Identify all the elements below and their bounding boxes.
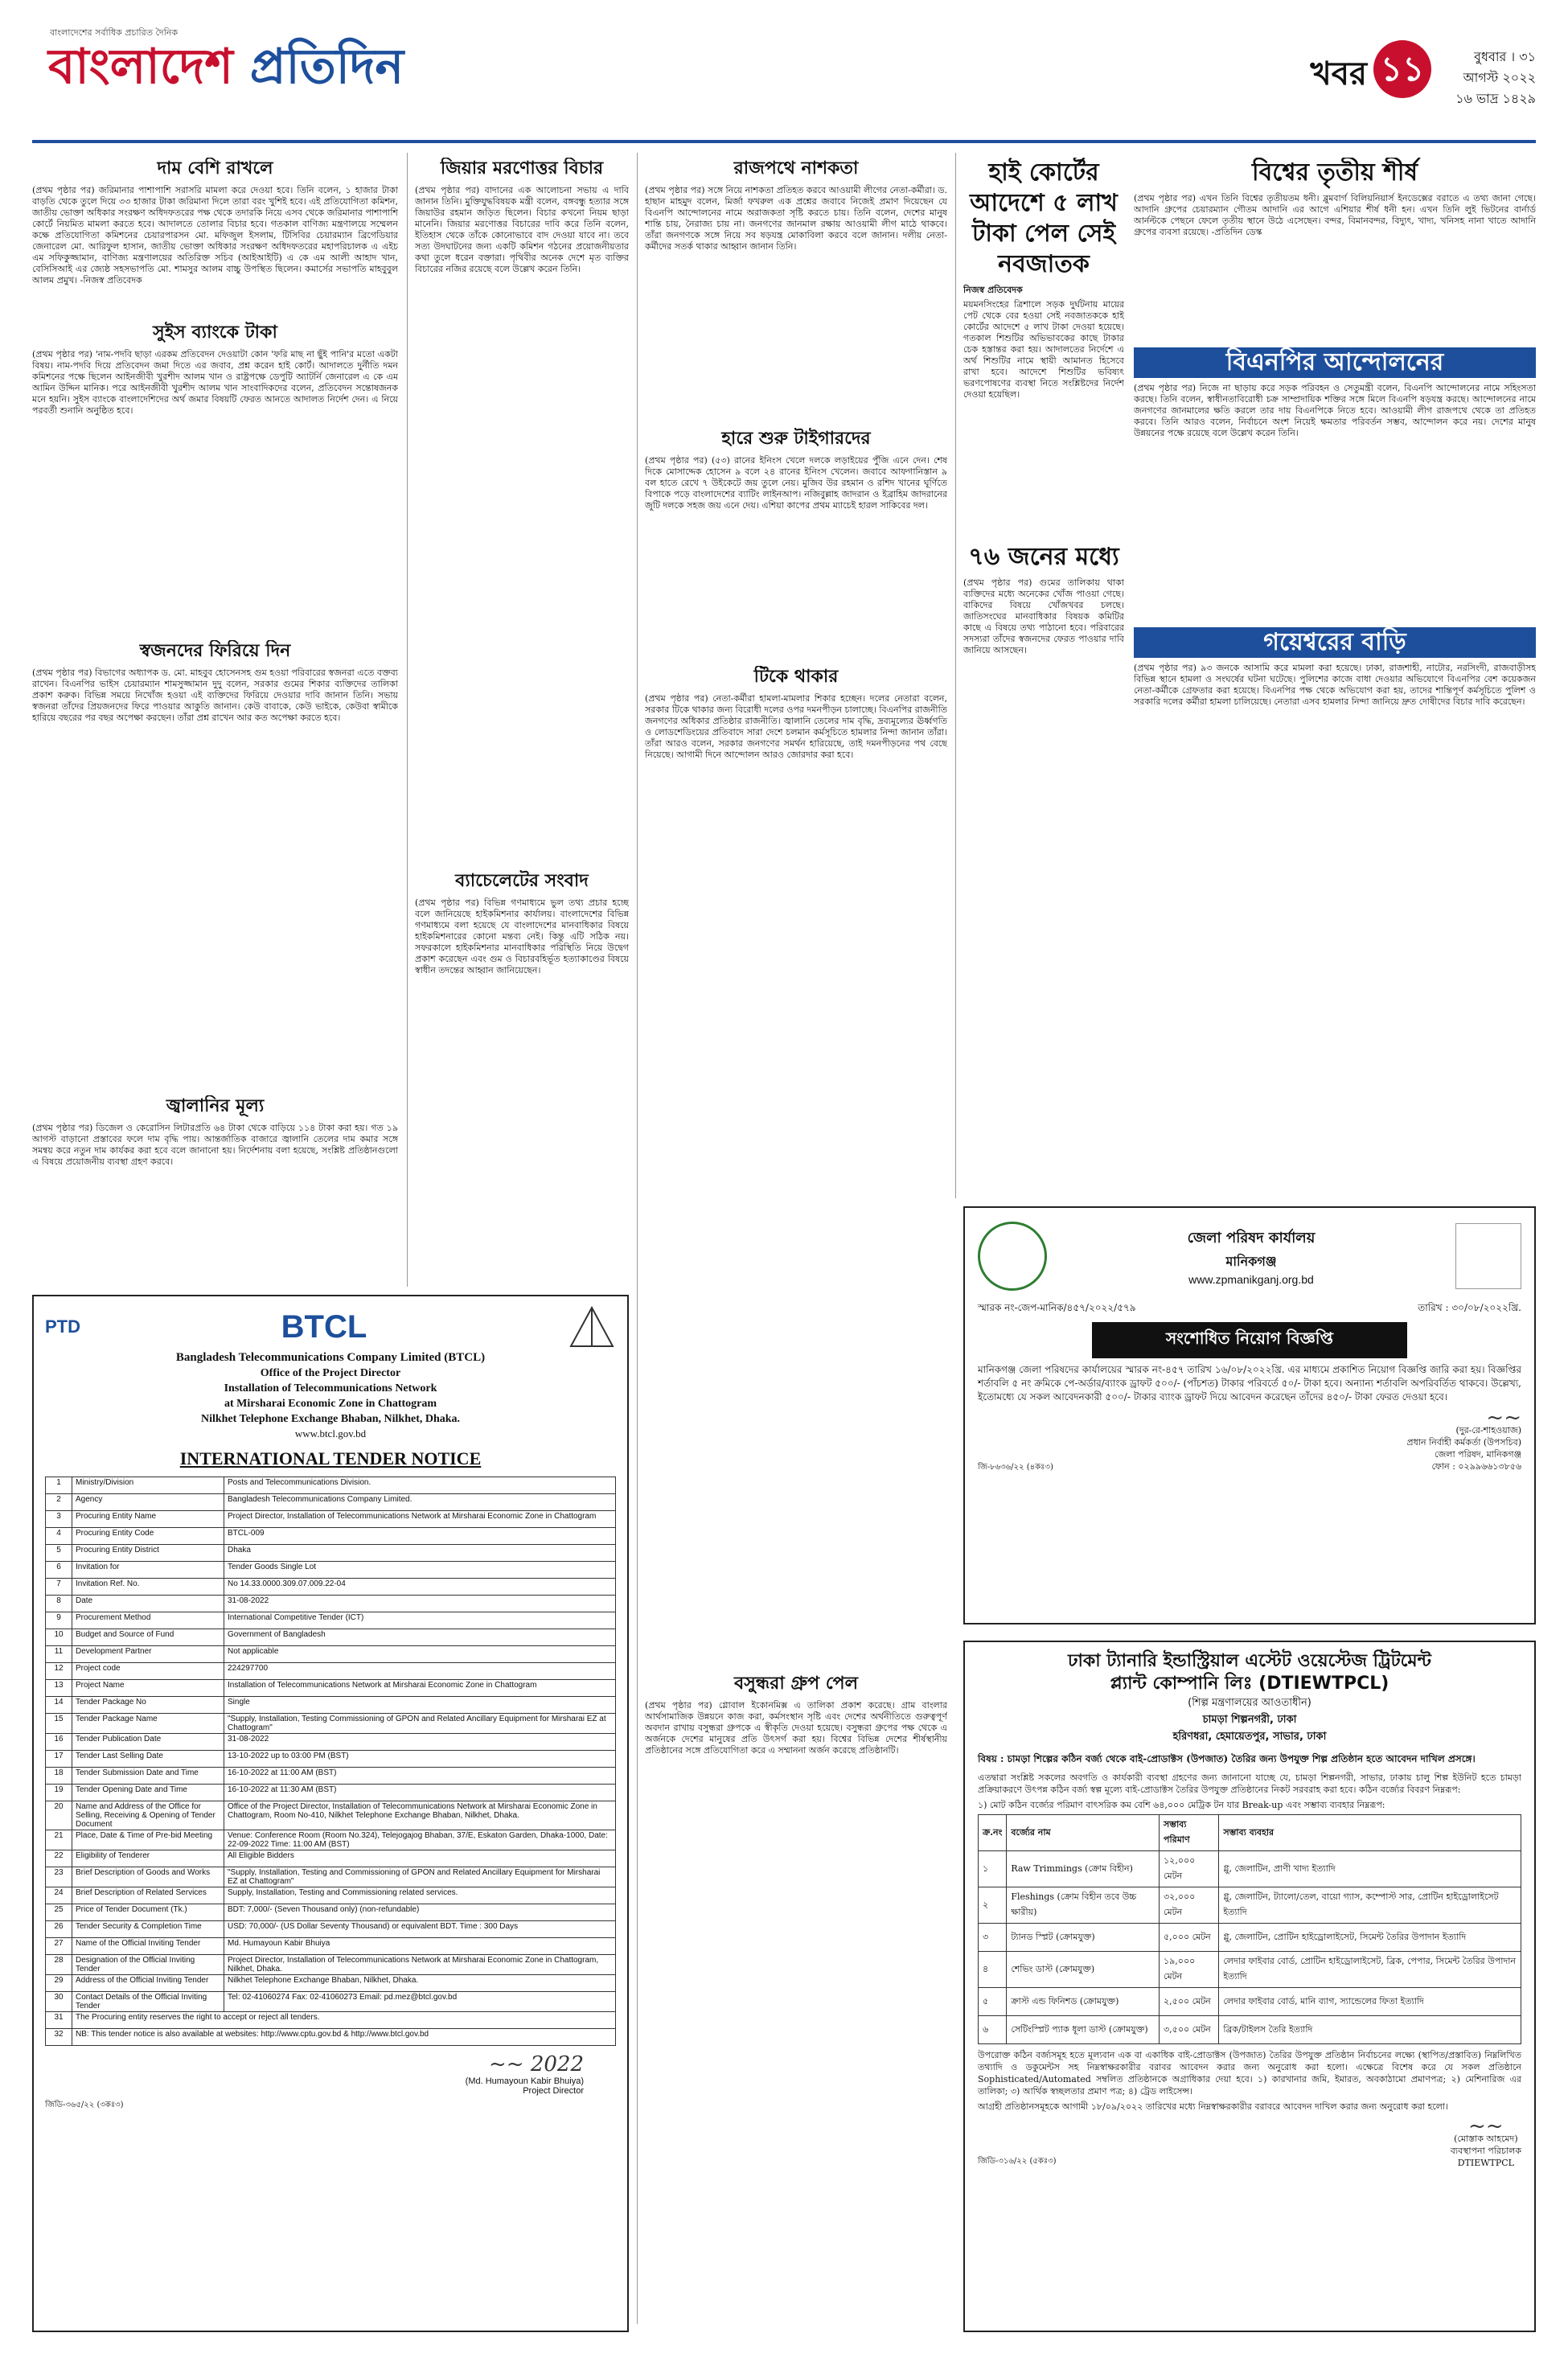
article-body: (প্রথম পৃষ্ঠার পর) সঙ্গে নিয়ে নাশকতা প্রতিহত করবে আওয়ামী লীগের নেতা-কর্মীরা। ড. হাছান মাহমুদ বলেন, মির্জা ফখরুল এক প্রশ্নের জবাবে নিজেই প্রমাণ দিয়েছেন যে বিএনপি আন্দোলনের নামে অরাজকতা সৃষ্টি করতে চায়। তিনি বলেন, দেশের মানুষ শান্তি চায়, নৈরাজ্য চায় না। জনগণের জানমাল রক্ষায় আওয়ামী লীগ মাঠে থাকবে। তাঁরা জনগণকে সঙ্গে নিয়ে সব ষড়যন্ত্র মোকাবিলা করবে বলে জানান। দলীয় নেতা-কর্মীদের সতর্ক থাকার আহ্বান জানান তিনি। [645,185,947,252]
article-body: (প্রথম পৃষ্ঠার পর) জরিমানার পাশাপাশি সরাসরি মামলা করে দেওয়া হবে। তিনি বলেন, ১ হাজার টাকা বাড়তি থেকে তুলে দিয়ে ৩৩ হাজার টাকা জরিমানা দিলে তারা বরং খুশিই হবে। এই প্রতিযোগিতা কমিশন, জাতীয় ভোক্তা অধিকার সংরক্ষণ অধিদফতরের পক্ষ থেকে তদারকি নিয়ে এসব থেকে জরিমানার পাশাপাশি কোর্টে নিয়মিত মামলা করতে হবে। আদালতে তোলার বিচার হবে। গতকাল বাণিজ্য মন্ত্রণালয়ে সম্মেলন কক্ষে প্রতিযোগিতা কমিশনের চেয়ারপারসন মো. মফিজুল ইসলাম, টিসিবির চেয়ারম্যান ব্রিগেডিয়ার জেনারেল মো. আরিফুল হাসান, জাতীয় ভোক্তা অধিকার সংরক্ষণ অধিদফতরের মহাপরিচালক এ এইচ এম সফিকুজ্জামান, বাণিজ্য মন্ত্রণালয়ের অতিরিক্ত সচিব (আইআইটি) এ কে এম আলী আহাদ খান, বেসিসিআই এর জ্যেষ্ঠ সহসভাপতি মো. শামসুর আলম বাচ্চু উপস্থিত ছিলেন। কমার্সের সভাপতি মাহবুবুল আলম প্রমুখ। -নিজস্ব প্রতিবেদক [32,185,398,285]
tender-row-number: 17 [46,1751,72,1768]
btcl-signer-title: Project Director [523,2086,584,2096]
tender-row-number: 9 [46,1612,72,1629]
tannery-deadline: আগ্রহী প্রতিষ্ঠানসমূহকে আগামী ১৮/০৯/২০২২ তারিখের মধ্যে নিম্নস্বাক্ষরকারীর বরাবরে আবেদন দাখিল করার জন্য অনুরোধ করা হলো। [978,2101,1448,2112]
article-body: (প্রথম পৃষ্ঠার পর) নিজে না ছাড়ায় করে সড়ক পরিবহন ও সেতুমন্ত্রী বলেন, বিএনপি আন্দোলনের নামে সহিংসতা করছে। তিনি বলেন, স্বাধীনতাবিরোধী চক্র সাম্প্রদায়িক শক্তির সঙ্গে মিলে বিএনপি ষড়যন্ত্র করছে। আন্দোলনের নামে জনগণের জানমালের ক্ষতি করলে তার দায় বিএনপিকে নিতে হবে। আওয়ামী লীগ রাজপথে থেকে তা প্রতিহত করবে। তিনি আরও বলেন, নির্বাচনে অংশ নিয়েই ক্ষমতার পরিবর্তন সম্ভব, আন্দোলন করে নয়। দেশের মানুষ উন্নয়নের পক্ষে রয়েছে বলে উল্লেখ করেন তিনি। [1134,383,1536,438]
zp-website: www.zpmanikganj.org.bd [1188,1273,1314,1286]
btcl-tender-ad [32,1295,629,2332]
waste-cell: লেদার ফাইবার বোর্ড, প্রোটিন হাইড্রোলাইসেট, ব্রিক, পেপার, সিমেন্ট তৈরির উপাদান ইত্যাদি [1219,1952,1521,1988]
btcl-office: Office of the Project Director [260,1367,401,1379]
tender-row [46,1714,616,1734]
tender-row-number: 12 [46,1663,72,1680]
tender-row-value: Md. Humayoun Kabir Bhuiya [224,1938,616,1955]
waste-cell: Fleshings (ক্রোম বিহীন তবে উচ্চ ক্ষারীয়) [1007,1887,1160,1924]
tender-row-value: BTCL-009 [224,1528,616,1545]
waste-cell: গ্লু, জেলাটিন, প্রোটিন হাইড্রোলাইসেট, সিমেন্ট তৈরির উপাদান ইত্যাদি [1219,1924,1521,1952]
btcl-project: Installation of Telecommunications Network [224,1382,437,1394]
headline: সুইস ব্যাংকে টাকা [153,322,277,343]
zp-signer-title: প্রধান নির্বাহী কর্মকর্তা (উপসচিব) [1406,1437,1521,1448]
tender-row-value: Tender Goods Single Lot [224,1562,616,1579]
article-body: (প্রথম পৃষ্ঠার পর) নেতা-কর্মীরা হামলা-মামলার শিকার হচ্ছেন। দলের নেতারা বলেন, সরকার টিকে থাকার জন্য বিরোধী দলের ওপর দমনপীড়ন চালাচ্ছে। বিএনপির রাজনীতি জনগণের অধিকার প্রতিষ্ঠার রাজনীতি। জ্বালানি তেলের দাম বৃদ্ধি, দ্রব্যমূল্যের ঊর্ধ্বগতি ও লোডশেডিংয়ের প্রতিবাদে সারা দেশে চলমান কর্মসূচিতে হামলার নিন্দা জানান তাঁরা। তাঁরা আরও বলেন, সরকার জনগণের সমর্থন হারিয়েছে, তাই দমনপীড়নের পথ বেছে নিয়েছে। আগামী দিনে আন্দোলন আরও জোরদার করা হবে। [645,693,947,760]
tender-row-label: Tender Submission Date and Time [72,1768,224,1785]
waste-cell: লেদার ফাইবার বোর্ড, মানি ব্যাগ, স্যান্ডেলের ফিতা ইত্যাদি [1219,1988,1521,2016]
article-seventysix [963,542,1124,872]
zp-district: মানিকগঞ্জ [1225,1254,1277,1269]
tender-row [46,1801,616,1830]
waste-cell: ক্রাস্ট এন্ড ফিনিশড (ক্রোমযুক্ত) [1007,1988,1160,2016]
waste-cell: শেভিং ডাস্ট (ক্রোমযুক্ত) [1007,1952,1160,1988]
article-body: (প্রথম পৃষ্ঠার পর) গুমের তালিকায় থাকা ব্যক্তিদের মধ্যে অনেকের খোঁজ পাওয়া গেছে। বাকিদের বিষয়ে খোঁজখবর চলছে। জাতিসংঘের মানবাধিকার বিষয়ক কমিটির কাছে এ বিষয়ে তথ্য পাঠানো হবে। পরিবারের সদস্যরা তাঁদের স্বজনদের ফেরত পাওয়ার দাবি জানিয়ে আসছেন। [963,577,1124,655]
zp-memo: স্মারক নং-জেপ-মানিক/৪৫৭/২০২২/৫৭৯ [978,1302,1136,1313]
tender-row [46,1955,616,1975]
zp-signer: (দুর-রে-শাহওয়াজ) [1455,1425,1521,1435]
tender-row-label: Procuring Entity Name [72,1511,224,1528]
btcl-website: www.btcl.gov.bd [294,1427,367,1440]
tender-row-label: Place, Date & Time of Pre-bid Meeting [72,1830,224,1850]
tannery-sub-2: চামড়া শিল্পনগরী, ঢাকা [1202,1714,1297,1726]
tender-row-label: Tender Opening Date and Time [72,1785,224,1801]
waste-col-header: সম্ভাব্য পরিমাণ [1160,1815,1219,1851]
article-basundhara [645,1673,947,2324]
tannery-title-2: প্ল্যান্ট কোম্পানি লিঃ (DTIEWTPCL) [1110,1674,1389,1694]
tender-row-number: 27 [46,1938,72,1955]
tender-row-value: 31-08-2022 [224,1596,616,1612]
tender-row-label: Agency [72,1494,224,1511]
headline: বসুন্ধরা গ্রুপ পেল [734,1674,858,1694]
tender-row-number: 2 [46,1494,72,1511]
tender-row [46,1494,616,1511]
zp-date: তারিখ : ৩০/০৮/২০২২খ্রি. [1418,1302,1521,1313]
zp-body: মানিকগঞ্জ জেলা পরিষদের কার্যালয়ের স্মারক নং-৪৫৭ তারিখ ১৬/০৮/২০২২খ্রি. এর মাধ্যমে প্রকাশিত নিয়োগ বিজ্ঞপ্তি জারি করা হয়। বিজ্ঞপ্তির শর্তাবলি ৫ নং ক্রমিকে পে-অর্ডার/ব্যাংক ড্রাফট ৫০০/- (পাঁচশত) টাকার পরিবর্তে ৫০/- টাকা হবে। অন্যান্য শর্তাবলি অপরিবর্তিত থাকবে। উল্লেখ্য, ইতোমধ্যে যে সকল আবেদনকারী ৫০০/- টাকার ব্যাংক ড্রাফট দিয়ে আবেদন করেছেন তাঁদের ৪৫০/- টাকা ফেরত দেওয়া হবে। [978,1364,1521,1403]
tender-row [46,1904,616,1921]
headline: ৭৬ জনের মধ্যে [968,543,1119,571]
tender-row [46,1785,616,1801]
btcl-location: at Mirsharai Economic Zone in Chattogram [224,1398,437,1410]
waste-cell: ১ [979,1851,1007,1887]
waste-cell: ৪ [979,1952,1007,1988]
tender-row [46,1477,616,1494]
signature-image: ~~ [1468,2114,1504,2138]
tender-row [46,1975,616,1992]
waste-row [979,1988,1521,2016]
tender-row-label: Project Name [72,1680,224,1697]
tender-row-label: Procuring Entity District [72,1545,224,1562]
article-body: (প্রথম পৃষ্ঠার পর) বিভিন্ন গণমাধ্যমে ভুল তথ্য প্রচার হচ্ছে বলে জানিয়েছে হাইকমিশনার কার্যালয়। বাংলাদেশের বিভিন্ন গণমাধ্যমে বলা হয়েছে যে বাংলাদেশের মানবাধিকার বিষয়ে হাইকমিশনারের কোনো মন্তব্য নেই। কিন্তু এটি সঠিক নয়। সফরকালে হাইকমিশনার মানবাধিকার পরিস্থিতি নিয়ে উদ্বেগ প্রকাশ করেছেন এবং গুম ও বিচারবহির্ভূত হত্যাকাণ্ডের বিষয়ে স্বাধীন তদন্তের আহ্বান জানিয়েছেন। [415,897,629,975]
column-divider [637,153,638,2324]
tender-row-number: 22 [46,1850,72,1867]
tender-row-label: Project code [72,1663,224,1680]
tender-row-label: Tender Last Selling Date [72,1751,224,1768]
tender-row-label: Ministry/Division [72,1477,224,1494]
tender-row-label: Eligibility of Tenderer [72,1850,224,1867]
date-gregorian: বুধবার । ৩১ আগস্ট ২০২২ [1463,49,1536,85]
logo-part-2: প্রতিদিন [232,39,404,95]
article-jwalani [32,1095,398,1288]
tender-row-label: Tender Package No [72,1697,224,1714]
waste-col-header: বর্জ্যের নাম [1007,1815,1160,1851]
article-body: (প্রথম পৃষ্ঠার পর) ডিজেল ও কেরোসিন লিটারপ্রতি ৬৪ টাকা থেকে বাড়িয়ে ১১৪ টাকা করা হয়। গত ১৯ আগস্ট বাড়ানো প্রস্তাবের ফলে দাম বৃদ্ধি পায়। আন্তর্জাতিক বাজারে জ্বালানি তেলের দাম কমার সঙ্গে সমন্বয় করে নতুন দাম কার্যকর করা হবে বলে জানানো হয়। নির্দেশনায় বলা হয়েছে, সংশ্লিষ্ট প্রতিষ্ঠানগুলো এ বিষয়ে প্রয়োজনীয় ব্যবস্থা গ্রহণ করবে। [32,1123,398,1167]
date-bangla: ১৬ ভাদ্র ১৪২৯ [1455,91,1536,106]
masthead [32,11,1536,132]
article-rajpath [645,158,947,423]
tender-row-number: 21 [46,1830,72,1850]
btcl-logo: BTCL [281,1308,367,1345]
gd-reference: জিডি-৩১৬/২২ (৫কঃ৩) [978,2157,1057,2166]
article-bishwa [1134,158,1536,343]
tender-row [46,1545,616,1562]
tender-row-value: Nilkhet Telephone Exchange Bhaban, Nilkhet, Dhaka. [224,1975,616,1992]
tender-row-label: The Procuring entity reserves the right to accept or reject all tenders. [72,2012,616,2029]
waste-row [979,1924,1521,1952]
tannery-title-1: ঢাকা ট্যানারি ইন্ডাস্ট্রিয়াল এস্টেট ওয়েস্টেজ ট্রিটমেন্ট [1068,1651,1431,1671]
tender-row-number: 16 [46,1734,72,1751]
waste-cell: ২ [979,1887,1007,1924]
tender-row-value: Bangladesh Telecommunications Company Limited. [224,1494,616,1511]
article-body: (প্রথম পৃষ্ঠার পর) এখন তিনি বিশ্বের তৃতীয়তম ধনী। ব্লুমবার্গ বিলিয়নিয়ার্স ইনডেক্সের বরাতে এ তথ্য জানা গেছে। আদানি গ্রুপের চেয়ারম্যান গৌতম আদানি এর আগে এশিয়ার শীর্ষ ধনী হন। এখন তিনি লুই ভিটনের বার্নার্ড আর্নল্টকে পেছনে ফেলে তৃতীয় স্থানে উঠে এসেছেন। বন্দর, বিমানবন্দর, বিদ্যুৎ, খাদ্য, খনিসহ নানা খাতে আদানি গ্রুপের ব্যবসা রয়েছে। -প্রতিদিন ডেস্ক [1134,193,1536,237]
portrait-image [1455,1223,1521,1289]
tender-row-label: Brief Description of Related Services [72,1887,224,1904]
page-number-badge: ১১ [1373,40,1431,98]
tender-row-label: Invitation Ref. No. [72,1579,224,1596]
waste-row [979,1952,1521,1988]
waste-cell: ট্যানড স্প্লিট (ক্রোমযুক্ত) [1007,1924,1160,1952]
headline: ব্যাচেলেটের সংবাদ [455,871,589,891]
tender-row-number: 15 [46,1714,72,1734]
waste-cell: গ্লু, জেলাটিন, প্রাণী খাদ্য ইত্যাদি [1219,1851,1521,1887]
tender-row-value: Project Director, Installation of Telecommunications Network at Mirsharai Economic Zone in Chattogram, Nilkhet, Dhaka. [224,1955,616,1975]
tender-row-label: Procuring Entity Code [72,1528,224,1545]
article-bnp [1134,347,1536,621]
article-body: (প্রথম পৃষ্ঠার পর) (৫৩) রানের ইনিংস খেলে দলকে লড়াইয়ের পুঁজি এনে দেন। শেষ দিকে মোসাদ্দেক হোসেন ৯ বলে ২৪ রানের ইনিংস খেলেন। জবাবে আফগানিস্তান ৯ বল হাতে রেখে ৭ উইকেটে জয় তুলে নেয়। মুজিব উর রহমান ও রশিদ খানের ঘূর্ণিতে বিপাকে পড়ে বাংলাদেশের ব্যাটিং লাইনআপ। নজিবুল্লাহ জাদরান ও ইব্রাহিম জাদরানের জুটি দলকে সহজ জয় এনে দেয়। এশিয়া কাপের প্রথম ম্যাচেই হারল সাকিবের দল। [645,455,947,511]
article-bachelet [415,870,629,1288]
logo-part-1: বাংলাদেশ [48,39,233,95]
tender-row-number: 14 [46,1697,72,1714]
tender-row-value: Project Director, Installation of Telecommunications Network at Mirsharai Economic Zone in Chattogram [224,1511,616,1528]
headline: জিয়ার মরণোত্তর বিচার [440,158,604,179]
tender-row [46,1768,616,1785]
tender-row [46,1680,616,1697]
tender-row-number: 19 [46,1785,72,1801]
tender-row [46,1887,616,1904]
tender-row [46,1562,616,1579]
column-divider [407,153,408,1287]
tender-row [46,2029,616,2046]
ptd-logo: PTD [45,1316,80,1337]
tender-row [46,1511,616,1528]
tender-row-value: BDT: 7,000/- (Seven Thousand only) (non-refundable) [224,1904,616,1921]
tender-row-value: Venue: Conference Room (Room No.324), Telejogajog Bhaban, 37/E, Eskaton Garden, Dhaka-1000, Date: 22-09-2022 Time: 11:00 AM (BST) [224,1830,616,1850]
waste-col-header: সম্ভাব্য ব্যবহার [1219,1815,1521,1851]
article-swiss [32,322,398,635]
tender-row-value: Supply, Installation, Testing and Commissioning related services. [224,1887,616,1904]
article-body: (প্রথম পৃষ্ঠার পর) 'নাম-পদবি ছাড়া এরকম প্রতিবেদন দেওয়াটা কোন 'ফরি মাছ না ছুঁই পানি'র মতো একটা বিষয়। নাম-পদবি দিয়ে প্রতিবেদন জমা দিতে এর জবাব, প্রশ্ন করেন হাই কোর্ট। আদালতে দুর্নীতি দমন কমিশনের পক্ষে ছিলেন আইনজীবী খুরশীদ আলম খান ও রাষ্ট্রপক্ষে ডেপুটি অ্যাটর্নি জেনারেল এ কে এম আমিন উদ্দিন মানিক। পরে আইনজীবী খুরশীদ আলম খান সাংবাদিকদের বলেন, প্রতিবেদন সন্তোষজনক মনে হয়নি। সুইস ব্যাংকে বাংলাদেশিদের অর্থ জমার বিষয়টি ফেরত আনতে আদালত নির্দেশ দেন। এ নিয়ে পরবর্তী শুনানি অনুষ্ঠিত হবে। [32,349,398,416]
waste-row [979,1887,1521,1924]
tender-row-value: Government of Bangladesh [224,1629,616,1646]
tender-row [46,1921,616,1938]
tannery-signer-title: ব্যবস্থাপনা পরিচালক [1450,2146,1521,2156]
waste-row [979,2016,1521,2044]
tender-row-number: 32 [46,2029,72,2046]
tender-row-value: Not applicable [224,1646,616,1663]
tender-row [46,1830,616,1850]
waste-col-header: ক্র.নং [979,1815,1007,1851]
tender-row-value: International Competitive Tender (ICT) [224,1612,616,1629]
date-block [1436,47,1536,109]
headline: দাম বেশি রাখলে [157,158,273,179]
tender-row-label: Designation of the Official Inviting Tender [72,1955,224,1975]
zila-parishad-ad [963,1206,1536,1624]
tender-row-label: Development Partner [72,1646,224,1663]
tannery-intro: এতদ্বারা সংশ্লিষ্ট সকলের অবগতি ও কার্যকারী ব্যবস্থা গ্রহণের জন্য জানানো যাচ্ছে যে, চামড়া শিল্পনগরী, সাভার, ঢাকায় চালু শিল্প ইউনিট হতে চামড়া প্রক্রিয়াকরণে উৎপন্ন কঠিন বর্জ্য স্বল্প মূল্যে বাই-প্রোডাক্টস তৈরির উপযুক্ত প্রতিষ্ঠানের নিকট সরবরাহ করা হবে। কঠিন বর্জ্যের বিবরণ নিম্নরূপ: [978,1772,1521,1795]
tender-row [46,1867,616,1887]
tender-row [46,1579,616,1596]
tender-row-value: Dhaka [224,1545,616,1562]
tender-row-label: Price of Tender Document (Tk.) [72,1904,224,1921]
tender-notice-title: INTERNATIONAL TENDER NOTICE [179,1448,482,1468]
waste-row [979,1851,1521,1887]
mujib-logo [978,1222,1047,1291]
tender-row [46,1596,616,1612]
tender-row-number: 28 [46,1955,72,1975]
tender-row-label: Date [72,1596,224,1612]
signature-image: ~~ [1486,1406,1521,1430]
waste-cell: ৩,৫০০ মেটন [1160,2016,1219,2044]
tannery-signer-org: DTIEWTPCL [1457,2158,1514,2168]
tender-row-label: Invitation for [72,1562,224,1579]
tannery-outro: উপরোক্ত কঠিন বর্জ্যসমূহ হতে মূল্যবান এক বা একাধিক বাই-প্রোডাক্টস (উপজাত) তৈরির উপযুক্ত প্রতিষ্ঠান নির্বাচনের লক্ষ্যে (স্থাপিত/প্রস্তাবিত) নিম্নলিখিত তথ্যাদি ও ডকুমেন্টস সহ নিম্নস্বাক্ষরকারীর বরাবর আবেদন করার জন্য অনুরোধ করা হলো। এক্ষেত্রে বিশেষ করে যে সকল প্রতিষ্ঠানে Sophisticated/Automated সম্বলিত প্রতিষ্ঠানকে অগ্রাধিকার দেয়া হবে। ১) কারখানার জমি, ইমারত, অবকাঠামো প্রমাণপত্র; ২) মেশিনারিজ এর তালিকা; ৩) আর্থিক স্বচ্ছলতার প্রমাণ পত্র; ৪) ট্রেড লাইসেন্স। [978,2050,1521,2097]
monument-icon [568,1304,616,1349]
tender-row [46,1663,616,1680]
headline: জ্বালানির মূল্য [166,1096,265,1116]
tender-row-value: Tel: 02-41060274 Fax: 02-41060273 Email: pd.mez@btcl.gov.bd [224,1992,616,2012]
tender-row-value: All Eligible Bidders [224,1850,616,1867]
tender-row-number: 18 [46,1768,72,1785]
tender-row-value: Office of the Project Director, Installation of Telecommunications Network at Mirsharai Economic Zone in Chattogram, Room No-410, Nilkhet Telephone Exchange Bhaban, Nilkhet, Dhaka. [224,1801,616,1830]
gd-reference: জিডি-৩৬৫/২২ (৩কঃ৩) [45,2101,124,2109]
tender-row-label: Name and Address of the Office for Selling, Receiving & Opening of Tender Document [72,1801,224,1830]
tender-row-label: Tender Security & Completion Time [72,1921,224,1938]
tender-row-number: 26 [46,1921,72,1938]
tender-row-label: Address of the Official Inviting Tender [72,1975,224,1992]
tender-row-number: 13 [46,1680,72,1697]
tender-row-number: 11 [46,1646,72,1663]
tender-row-number: 7 [46,1579,72,1596]
zp-signer-office: জেলা পরিষদ, মানিকগঞ্জ [1434,1449,1521,1460]
tender-row [46,2012,616,2029]
article-swajan [32,640,398,1090]
tender-row-value: Posts and Telecommunications Division. [224,1477,616,1494]
tender-row-value: Single [224,1697,616,1714]
newspaper-logo [48,39,404,95]
tender-row [46,1938,616,1955]
article-body: (প্রথম পৃষ্ঠার পর) ৯৩ জনকে আসামি করে মামলা করা হয়েছে। ঢাকা, রাজশাহী, নাটোর, নরসিংদী, রাজবাড়ীসহ বিভিন্ন স্থানে হামলা ও সংঘর্ষের ঘটনা ঘটেছে। পুলিশের কাজে বাধা দেওয়ার অভিযোগে বিএনপির বেশ কয়েকজন নেতা-কর্মীকে গ্রেফতার করা হয়েছে। বিএনপির পক্ষ থেকে অভিযোগ করা হয়, তাদের শান্তিপূর্ণ কর্মসূচিতে পুলিশ ও সরকারি দলের কর্মীরা হামলা চালিয়েছে। নেতারা এসব হামলার নিন্দা জানিয়ে দ্রুত দোষীদের বিচার দাবি করেছেন। [1134,663,1536,707]
tender-row [46,1734,616,1751]
tender-row-value: 224297700 [224,1663,616,1680]
waste-cell: গ্লু, জেলাটিন, ট্যালো/তেল, বায়ো গ্যাস, কম্পোস্ট সার, প্রোটিন হাইড্রোলাইসেট ইত্যাদি [1219,1887,1521,1924]
tender-row-value: No 14.33.0000.309.07.009.22-04 [224,1579,616,1596]
tender-table [45,1477,616,2046]
headline: বিএনপির আন্দোলনের [1134,347,1536,378]
tender-row [46,1992,616,2012]
tender-row-number: 4 [46,1528,72,1545]
section-name: খবর [1310,55,1367,92]
waste-cell: Raw Trimmings (ক্রোম বিহীন) [1007,1851,1160,1887]
article-body: (প্রথম পৃষ্ঠার পর) বাদানের এক আলোচনা সভায় এ দাবি জানান তিনি। মুক্তিযুদ্ধবিষয়ক মন্ত্রী বলেন, বঙ্গবন্ধু হত্যার সঙ্গে জিয়াউর রহমান জড়িত ছিলেন। বিচার কখনো নিয়ম ছাড়া মানেনি। জিয়ার মরণোত্তর বিচারের দাবি করে তিনি বলেন, ইতিহাস থেকে তাঁকে কোনোভাবে বাদ দেওয়া যাবে না। তবে সত্য উদঘাটনের জন্য একটি কমিশন গঠনের প্রয়োজনীয়তার কথা তুলে ধরেন বক্তারা। পৃথিবীর অনেক দেশে মৃত ব্যক্তির বিচারের নজির রয়েছে বলে উল্লেখ করেন তিনি। [415,185,629,274]
headline: গয়েশ্বরের বাড়ি [1134,627,1536,658]
tannery-table-intro: ১) মোট কঠিন বর্জ্যের পরিমাণ বাৎসরিক কম বেশি ৬৪,০০০ মেট্রিক টন যার Break-up এবং সম্ভাব্য ব্যবহার নিম্নরূপ: [978,1800,1385,1810]
tender-row [46,1629,616,1646]
article-hare [645,428,947,661]
btcl-signer: (Md. Humayoun Kabir Bhuiya) [465,2076,584,2086]
tender-row-value: 16-10-2022 at 11:00 AM (BST) [224,1768,616,1785]
article-jiar [415,158,629,865]
tender-row-value: Installation of Telecommunications Network at Mirsharai Economic Zone in Chattogram [224,1680,616,1697]
waste-cell: ২,৫০০ মেটন [1160,1988,1219,2016]
waste-cell: ৫ [979,1988,1007,2016]
tender-row [46,1646,616,1663]
tender-row-number: 20 [46,1801,72,1830]
article-body: ময়মনসিংহের ত্রিশালে সড়ক দুর্ঘটনায় মায়ের পেট থেকে বের হওয়া সেই নবজাতককে হাই কোর্টের আদেশে ৫ লাখ টাকা দেওয়া হয়েছে। গতকাল শিশুটির অভিভাবকের কাছে টাকার চেক হস্তান্তর করা হয়। আদালতের নির্দেশে এ অর্থ শিশুটির নামে স্থায়ী আমানত হিসেবে রাখা হবে। আদেশে শিশুটির ভবিষ্যৎ ভরণপোষণের ব্যবস্থা নিতে সংশ্লিষ্টদের নির্দেশ দেওয়া হয়েছিল। [963,299,1124,400]
tender-row-label: Name of the Official Inviting Tender [72,1938,224,1955]
waste-cell: ১৯,০০০ মেটন [1160,1952,1219,1988]
headline: টিকে থাকার [753,667,839,687]
tender-row-value: 31-08-2022 [224,1734,616,1751]
zp-phone: ফোন : ০২৯৯৬৬১৩৮৫৬ [1431,1461,1521,1472]
waste-cell: ব্রিক/টাইলস তৈরি ইত্যাদি [1219,2016,1521,2044]
byline: নিজস্ব প্রতিবেদক [963,285,1023,295]
tender-row-label: Budget and Source of Fund [72,1629,224,1646]
btcl-address: Nilkhet Telephone Exchange Bhaban, Nilkhet, Dhaka. [200,1413,461,1425]
btcl-company: Bangladesh Telecommunications Company Limited (BTCL) [175,1351,486,1364]
tender-row [46,1850,616,1867]
tender-row-number: 5 [46,1545,72,1562]
tender-row-label: Brief Description of Goods and Works [72,1867,224,1887]
masthead-rule [32,140,1536,143]
headline: বিশ্বের তৃতীয় শীর্ষ [1252,158,1418,187]
gd-reference: জি-৮৬৩৬/২২ (৪কঃ৩) [978,1463,1053,1472]
tender-row-label: Procurement Method [72,1612,224,1629]
tannery-sub-3: হরিণধরা, হেমায়েতপুর, সাভার, ঢাকা [1172,1731,1327,1743]
zp-banner: সংশোধিত নিয়োগ বিজ্ঞপ্তি [1092,1322,1407,1358]
article-body: (প্রথম পৃষ্ঠার পর) গ্লোবাল ইকোনমিক্স এ তালিকা প্রকাশ করেছে। গ্রাম বাংলার আর্থসামাজিক উন্নয়নে কাজ করা, কর্মসংস্থান সৃষ্টি এবং দেশের অর্থনীতিতে গুরুত্বপূর্ণ অবদান রাখায় বসুন্ধরা গ্রুপকে এ স্বীকৃতি দেওয়া হয়েছে। বসুন্ধরা গ্রুপের পক্ষ থেকে এ অর্জনকে দেশের মানুষের প্রতি উৎসর্গ করা হয়। বিশ্বের বিভিন্ন দেশের শীর্ষস্থানীয় প্রতিষ্ঠানের সঙ্গে প্রতিযোগিতা করে এ সম্মাননা অর্জন করেছে প্রতিষ্ঠানটি। [645,1700,947,1756]
waste-cell: ৩ [979,1924,1007,1952]
tender-row-value: "Supply, Installation, Testing and Commissioning of GPON and Related Ancillary Equipment for Mirsharai EZ at Chattogram" [224,1867,616,1887]
tender-row [46,1751,616,1768]
tender-row-number: 31 [46,2012,72,2029]
tender-row [46,1612,616,1629]
article-highcourt [963,158,1124,536]
tender-row-number: 10 [46,1629,72,1646]
tannery-signer: (মোস্তাক আহমেদ) [1454,2134,1518,2144]
waste-cell: ৩২,০০০ মেটন [1160,1887,1219,1924]
tender-row-label: Contact Details of the Official Inviting Tender [72,1992,224,2012]
article-dam [32,158,398,318]
column-divider [955,153,956,1198]
tender-row-label: NB: This tender notice is also available at websites: http://www.cptu.gov.bd & http://www.btcl.gov.bd [72,2029,616,2046]
masthead-tagline: বাংলাদেশের সর্বাধিক প্রচারিত দৈনিক [50,27,179,38]
article-body: (প্রথম পৃষ্ঠার পর) বিভাগের অধ্যাপক ড. মো. মাহবুব হোসেনসহ গুম হওয়া পরিবারের স্বজনরা এতে বক্তব্য রাখেন। বিএনপির ভাইস চেয়ারম্যান শামসুজ্জামান দুদু বলেন, সরকার গুমের শিকার ব্যক্তিদের তালিকা প্রকাশ করুক। বিভিন্ন সময়ে নিখোঁজ হওয়া এই ব্যক্তিদের ফিরিয়ে দেওয়ার দাবি জানান তিনি। সভায় স্বজনরা তাঁদের প্রিয়জনদের ফিরে পাওয়ার আকুতি জানান। কেউ বাবাকে, কেউ ভাইকে, কেউবা স্বামীকে হারিয়ে বছরের পর বছর অপেক্ষা করছেন। তাঁরা প্রশ্ন রাখেন আর কত অপেক্ষা করতে হবে। [32,667,398,723]
waste-cell: ৫,০০০ মেটন [1160,1924,1219,1952]
article-gayeshwar [1134,627,1536,1198]
tender-row-number: 23 [46,1867,72,1887]
tender-row-value: "Supply, Installation, Testing Commissioning of GPON and Related Ancillary Equipment for Mirsharai EZ at Chattogram" [224,1714,616,1734]
headline: স্বজনদের ফিরিয়ে দিন [139,641,291,661]
waste-cell: ৬ [979,2016,1007,2044]
headline: রাজপথে নাশকতা [733,158,859,179]
tender-row-number: 29 [46,1975,72,1992]
article-tike [645,666,947,1197]
headline: হারে শুরু টাইগারদের [721,429,871,449]
tannery-sub-1: (শিল্প মন্ত্রণালয়ের আওতাধীন) [1188,1697,1311,1709]
tannery-ad [963,1641,1536,2332]
tender-row-label: Tender Package Name [72,1714,224,1734]
waste-cell: ১২,০০০ মেটন [1160,1851,1219,1887]
tender-row-number: 1 [46,1477,72,1494]
tender-row-number: 6 [46,1562,72,1579]
tender-row [46,1697,616,1714]
zp-office: জেলা পরিষদ কার্যালয় [1187,1230,1316,1247]
tender-row-number: 24 [46,1887,72,1904]
tender-row-number: 30 [46,1992,72,2012]
headline: হাই কোর্টের আদেশে ৫ লাখ টাকা পেল সেই নবজাতক [970,158,1118,278]
tender-row-label: Tender Publication Date [72,1734,224,1751]
signature-image: ~~ 2022 [488,2052,584,2076]
tender-row [46,1528,616,1545]
tannery-subject: বিষয় : চামড়া শিল্পের কঠিন বর্জ্য থেকে বাই-প্রোডাক্টস (উপজাত) তৈরির জন্য উপযুক্ত শিল্প প্রতিষ্ঠান হতে আবেদন দাখিল প্রসঙ্গে। [978,1753,1476,1764]
tender-row-number: 8 [46,1596,72,1612]
tender-row-number: 25 [46,1904,72,1921]
tender-row-value: 13-10-2022 up to 03:00 PM (BST) [224,1751,616,1768]
waste-cell: সেটিংস্প্লিট প্যাক ধূলা ডাস্ট (ক্রোমযুক্ত) [1007,2016,1160,2044]
tender-row-value: USD: 70,000/- (US Dollar Seventy Thousand) or equivalent BDT. Time : 300 Days [224,1921,616,1938]
tender-row-value: 16-10-2022 at 11:30 AM (BST) [224,1785,616,1801]
waste-table [978,1814,1521,2044]
tender-row-number: 3 [46,1511,72,1528]
